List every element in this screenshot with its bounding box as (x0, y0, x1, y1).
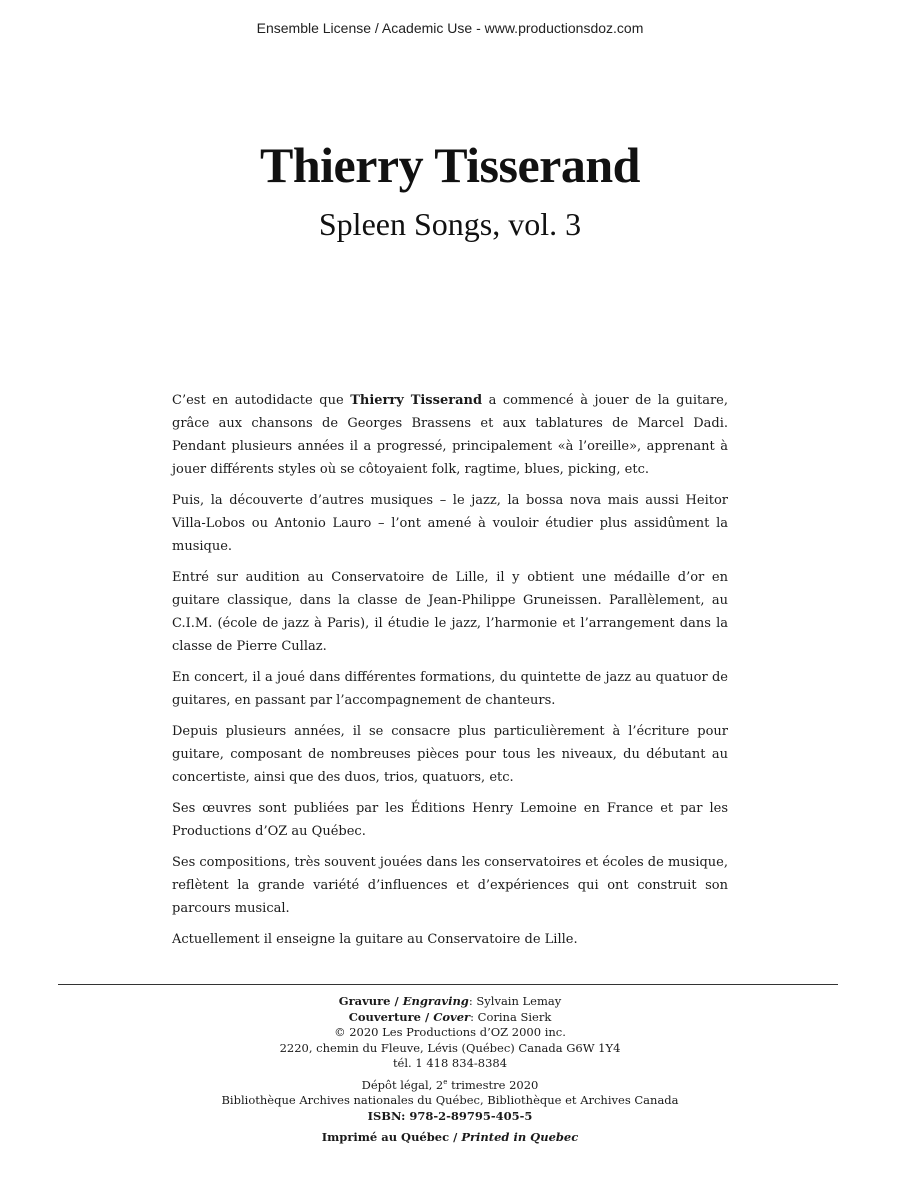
bio-paragraph-8: Actuellement il enseigne la guitare au Conservatoire de Lille. (172, 932, 578, 947)
legal-deposit: Dépôt légal, 2e trimestre 2020 (361, 1077, 539, 1092)
bio-name-bold: Thierry Tisserand (350, 393, 483, 408)
credit-cover: Couverture / Cover: Corina Sierk (348, 1009, 552, 1024)
libraries: Bibliothèque Archives nationales du Québec, Bibliothèque et Archives Canada (221, 1093, 679, 1107)
bio-paragraph-7: Ses compositions, très souvent jouées dans les conservatoires et écoles de musique, reflètent la grande variété d’influences et d’expériences qui ont construit son parcours musical. (172, 855, 729, 916)
work-title: Spleen Songs, vol. 3 (318, 206, 582, 242)
credits-block (0, 994, 900, 1146)
phone: tél. 1 418 834-8384 (392, 1056, 508, 1070)
license-notice: Ensemble License / Academic Use - www.productionsdoz.com (256, 20, 644, 36)
bio-paragraph-6: Ses œuvres sont publiées par les Éditions Henry Lemoine en France et par les Productions d’OZ au Québec. (172, 801, 728, 839)
bio-paragraph-1: C’est en autodidacte que Thierry Tisserand a commencé à jouer de la guitare, grâce aux chansons de Georges Brassens et aux tablatures de Marcel Dadi. Pendant plusieurs années il a progressé, principalement «à l’oreille», apprenant à jouer différents styles où se côtoyaient folk, ragtime, blues, picking, etc. (172, 393, 729, 477)
bio-paragraph-5: Depuis plusieurs années, il se consacre plus particulièrement à l’écriture pour guitare, composant de nombreuses pièces pour tous les niveaux, du débutant au concertiste, ainsi que des duos, trios, quatuors, etc. (172, 724, 728, 785)
credit-engraving: Gravure / Engraving: Sylvain Lemay (338, 994, 562, 1008)
isbn: ISBN: 978-2-89795-405-5 (367, 1108, 533, 1123)
composer-name: Thierry Tisserand (260, 137, 640, 193)
printed-in: Imprimé au Québec / Printed in Quebec (321, 1130, 579, 1144)
bio-paragraph-2: Puis, la découverte d’autres musiques – le jazz, la bossa nova mais aussi Heitor Villa-Lobos ou Antonio Lauro – l’ont amené à vouloir étudier plus assidûment la musique. (172, 493, 728, 554)
bio-paragraph-4: En concert, il a joué dans différentes formations, du quintette de jazz au quatuor de guitares, en passant par l’accompagnement de chanteurs. (172, 670, 728, 708)
biography (172, 389, 728, 959)
divider (58, 984, 838, 985)
address: 2220, chemin du Fleuve, Lévis (Québec) Canada G6W 1Y4 (279, 1040, 621, 1055)
bio-paragraph-3: Entré sur audition au Conservatoire de Lille, il y obtient une médaille d’or en guitare classique, dans la classe de Jean-Philippe Gruneissen. Parallèlement, au C.I.M. (école de jazz à Paris), il étudie le jazz, l’harmonie et l’arrangement dans la classe de Pierre Cullaz. (172, 570, 728, 654)
copyright: © 2020 Les Productions d’OZ 2000 inc. (334, 1025, 566, 1039)
